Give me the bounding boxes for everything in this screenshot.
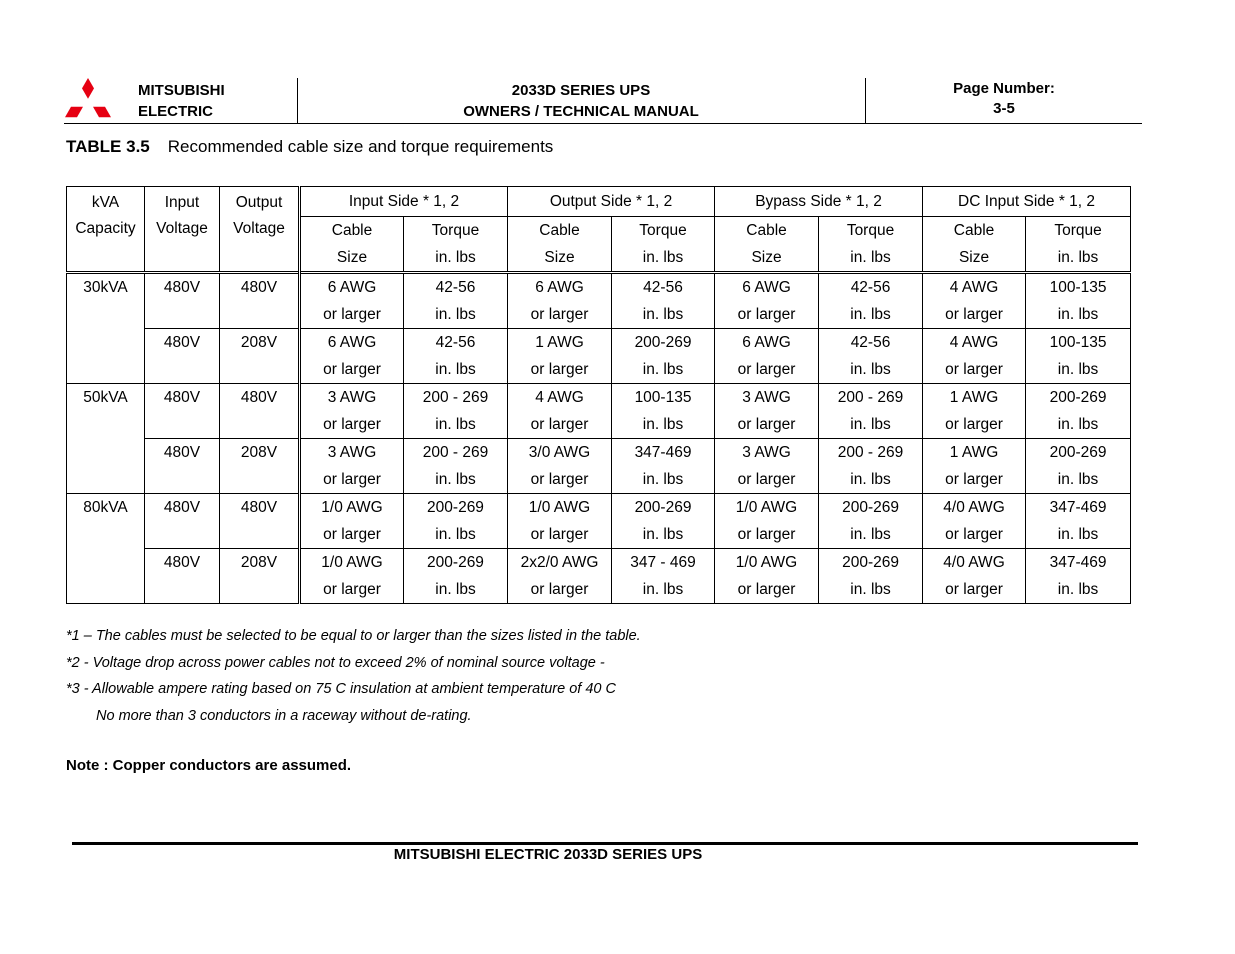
cell-unit: or larger [323, 306, 381, 323]
cable-size-cell [300, 439, 404, 494]
cell-value: 100-135 [1049, 279, 1107, 296]
footnote-1: *1 – The cables must be selected to be equal to or larger than the sizes listed in the table. [66, 628, 641, 644]
cable-size-header [923, 217, 1026, 273]
cable-size-cell [923, 329, 1026, 384]
cable-size-cell [300, 273, 404, 329]
cell-unit: or larger [323, 581, 381, 598]
torque-header [404, 217, 508, 273]
group-output-side: Output Side * 1, 2 [508, 187, 715, 217]
cell-unit: or larger [737, 526, 796, 543]
mitsubishi-logo-icon [64, 78, 112, 118]
footnote-2: *2 - Voltage drop across power cables not to exceed 2% of nominal source voltage - [66, 654, 605, 671]
header-output-1: Output [235, 194, 283, 211]
header-kva [67, 187, 145, 273]
cell-value: 3 AWG [742, 444, 791, 461]
cell-value: 3 AWG [327, 389, 377, 406]
cell-value: 200-269 [1049, 444, 1107, 461]
cable-size-header-line-2: Size [544, 249, 575, 266]
header-input-1: Input [164, 194, 200, 211]
cell-unit: in. lbs [1057, 526, 1099, 543]
cable-size-cell [300, 549, 404, 604]
cell-value: 1/0 AWG [528, 499, 591, 516]
cell-unit: or larger [945, 306, 1003, 323]
torque-header-line-2: in. lbs [642, 249, 684, 266]
cell-unit: in. lbs [850, 361, 891, 378]
cable-size-cell [923, 384, 1026, 439]
table-caption-label: TABLE 3.5 [66, 137, 150, 156]
cell-value: 200-269 [427, 554, 484, 571]
cable-size-cell [508, 549, 612, 604]
cell-unit: or larger [530, 526, 589, 543]
cable-size-cell [300, 329, 404, 384]
cell-unit: in. lbs [1057, 416, 1099, 433]
torque-header-line-2: in. lbs [850, 249, 891, 266]
page-number-value: 3-5 [993, 100, 1015, 117]
copper-note: Note : Copper conductors are assumed. [66, 757, 352, 774]
cell-value: 200-269 [842, 499, 899, 516]
cell-unit: or larger [530, 361, 589, 378]
cable-size-cell [715, 494, 819, 549]
output-voltage-cell: 480V [220, 384, 300, 439]
brand-name [138, 80, 225, 122]
cell-unit: or larger [945, 581, 1003, 598]
cell-value: 200 - 269 [837, 389, 904, 406]
cell-unit: or larger [323, 526, 381, 543]
torque-cell [1026, 439, 1131, 494]
input-voltage-cell: 480V [145, 494, 220, 549]
cell-value: 1 AWG [535, 334, 584, 351]
cell-unit: in. lbs [1057, 306, 1099, 323]
cell-unit: in. lbs [1057, 471, 1099, 488]
output-voltage-cell: 208V [220, 549, 300, 604]
torque-header-line-1: Torque [639, 222, 687, 239]
torque-cell [1026, 549, 1131, 604]
cell-value: 1/0 AWG [321, 499, 383, 516]
cell-unit: or larger [530, 471, 589, 488]
cable-size-header-line-1: Cable [539, 222, 580, 239]
cable-size-cell [300, 494, 404, 549]
table-row [67, 384, 1131, 439]
torque-cell [819, 384, 923, 439]
torque-cell [819, 494, 923, 549]
cell-unit: or larger [530, 306, 589, 323]
cell-value: 100-135 [634, 389, 692, 406]
cell-value: 4 AWG [949, 334, 999, 351]
kva-cell: 80kVA [67, 494, 145, 604]
cell-unit: in. lbs [642, 361, 684, 378]
torque-cell [612, 549, 715, 604]
torque-cell [1026, 384, 1131, 439]
cable-size-header [300, 217, 404, 273]
cell-unit: or larger [945, 416, 1003, 433]
torque-header-line-1: Torque [846, 222, 895, 239]
header-output-voltage [220, 187, 300, 273]
cell-unit: in. lbs [850, 526, 891, 543]
cell-value: 347-469 [1049, 554, 1107, 571]
torque-header-line-1: Torque [1054, 222, 1102, 239]
output-voltage-cell: 208V [220, 329, 300, 384]
cell-unit: in. lbs [435, 416, 476, 433]
torque-cell [1026, 273, 1131, 329]
torque-header [1026, 217, 1131, 273]
cell-unit: or larger [737, 416, 796, 433]
torque-cell [404, 329, 508, 384]
torque-cell [404, 494, 508, 549]
footnote-3: *3 - Allowable ampere rating based on 75 C insulation at ambient temperature of 40 C [66, 681, 616, 698]
cell-value: 1 AWG [949, 444, 999, 461]
cable-size-cell [715, 549, 819, 604]
torque-cell [1026, 329, 1131, 384]
torque-cell [819, 273, 923, 329]
page-number [866, 79, 1142, 119]
cell-unit: in. lbs [1057, 581, 1099, 598]
cell-value: 1/0 AWG [735, 554, 798, 571]
brand-line-1: MITSUBISHI [138, 82, 225, 99]
cell-unit: or larger [323, 361, 381, 378]
torque-cell [1026, 494, 1131, 549]
brand-line-2: ELECTRIC [138, 103, 213, 120]
cell-value: 6 AWG [742, 279, 791, 296]
torque-cell [612, 384, 715, 439]
cable-size-cell [715, 273, 819, 329]
cell-value: 4/0 AWG [943, 499, 1005, 516]
cell-value: 200 - 269 [422, 444, 489, 461]
cable-size-header-line-2: Size [958, 249, 990, 266]
table-row [67, 494, 1131, 549]
cell-value: 200-269 [634, 499, 692, 516]
cell-unit: in. lbs [435, 361, 476, 378]
cell-value: 3/0 AWG [528, 444, 591, 461]
cell-unit: in. lbs [642, 306, 684, 323]
page-number-label: Page Number: [953, 80, 1055, 97]
cable-size-cell [923, 273, 1026, 329]
cell-value: 200 - 269 [837, 444, 904, 461]
cell-value: 6 AWG [742, 334, 791, 351]
cell-unit: or larger [945, 526, 1003, 543]
cell-value: 1/0 AWG [735, 499, 798, 516]
input-voltage-cell: 480V [145, 329, 220, 384]
cell-unit: or larger [323, 416, 381, 433]
cell-unit: in. lbs [642, 581, 684, 598]
header-kva-1: kVA [91, 194, 120, 211]
torque-header-line-2: in. lbs [435, 249, 476, 266]
cable-size-header-line-2: Size [751, 249, 782, 266]
cell-value: 1/0 AWG [321, 554, 383, 571]
cell-value: 347-469 [1049, 499, 1107, 516]
header-kva-2: Capacity [75, 220, 136, 237]
cable-size-table [66, 186, 1130, 598]
cell-value: 42-56 [643, 279, 683, 296]
header-input-voltage [145, 187, 220, 273]
input-voltage-cell: 480V [145, 384, 220, 439]
footer-rule [72, 842, 1138, 845]
torque-cell [404, 549, 508, 604]
cell-unit: or larger [530, 416, 589, 433]
cable-size-cell [508, 494, 612, 549]
cell-value: 4 AWG [949, 279, 999, 296]
torque-cell [612, 273, 715, 329]
cell-value: 2x2/0 AWG [520, 554, 599, 571]
cell-unit: or larger [737, 306, 796, 323]
torque-cell [819, 439, 923, 494]
header-rule [64, 123, 1142, 124]
cable-size-cell [715, 329, 819, 384]
cell-unit: or larger [945, 361, 1003, 378]
footnote-3-continued: No more than 3 conductors in a raceway without de-rating. [96, 707, 472, 724]
cable-size-header [715, 217, 819, 273]
cell-unit: in. lbs [850, 416, 891, 433]
cable-size-header-line-2: Size [336, 249, 368, 266]
cable-size-cell [508, 273, 612, 329]
kva-cell: 50kVA [67, 384, 145, 494]
cable-size-cell [508, 384, 612, 439]
table-row [67, 273, 1131, 329]
cell-value: 3 AWG [327, 444, 377, 461]
cable-size-cell [508, 329, 612, 384]
torque-cell [819, 329, 923, 384]
cell-unit: in. lbs [435, 581, 476, 598]
cell-value: 200-269 [427, 499, 484, 516]
torque-cell [819, 549, 923, 604]
cell-value: 100-135 [1049, 334, 1107, 351]
input-voltage-cell: 480V [145, 549, 220, 604]
cell-value: 200-269 [634, 334, 692, 351]
cell-value: 42-56 [435, 279, 476, 296]
torque-cell [612, 494, 715, 549]
cell-value: 200-269 [842, 554, 899, 571]
table-caption-text: Recommended cable size and torque requirements [167, 137, 554, 156]
cell-unit: or larger [323, 471, 381, 488]
table-row [67, 439, 1131, 494]
cable-size-header-line-1: Cable [331, 222, 373, 239]
cell-unit: in. lbs [642, 526, 684, 543]
cell-unit: in. lbs [1057, 361, 1099, 378]
title-line-1: 2033D SERIES UPS [511, 82, 651, 99]
cell-unit: or larger [945, 471, 1003, 488]
cell-value: 4/0 AWG [943, 554, 1005, 571]
torque-header [819, 217, 923, 273]
cell-unit: in. lbs [850, 581, 891, 598]
cable-size-cell [300, 384, 404, 439]
input-voltage-cell: 480V [145, 273, 220, 329]
cell-value: 3 AWG [742, 389, 791, 406]
cell-value: 6 AWG [327, 279, 377, 296]
cable-size-header-line-1: Cable [953, 222, 995, 239]
cell-value: 6 AWG [327, 334, 377, 351]
kva-cell: 30kVA [67, 273, 145, 384]
header-input-2: Voltage [156, 220, 208, 237]
cell-unit: or larger [530, 581, 589, 598]
cell-value: 200-269 [1049, 389, 1107, 406]
cell-unit: or larger [737, 581, 796, 598]
cable-size-cell [923, 494, 1026, 549]
torque-header-line-2: in. lbs [1057, 249, 1099, 266]
cable-size-cell [923, 549, 1026, 604]
footer-text: MITSUBISHI ELECTRIC 2033D SERIES UPS [393, 846, 703, 863]
cell-value: 200 - 269 [422, 389, 489, 406]
cell-unit: in. lbs [435, 306, 476, 323]
output-voltage-cell: 480V [220, 273, 300, 329]
cell-value: 42-56 [850, 279, 891, 296]
torque-header-line-1: Torque [431, 222, 480, 239]
cell-value: 347 - 469 [630, 554, 696, 571]
torque-cell [404, 384, 508, 439]
cell-value: 347-469 [634, 444, 692, 461]
cell-unit: in. lbs [642, 416, 684, 433]
cell-value: 42-56 [850, 334, 891, 351]
cell-unit: in. lbs [850, 471, 891, 488]
input-voltage-cell: 480V [145, 439, 220, 494]
document-title [297, 80, 865, 122]
torque-cell [404, 273, 508, 329]
cell-unit: or larger [737, 471, 796, 488]
torque-cell [404, 439, 508, 494]
output-voltage-cell: 208V [220, 439, 300, 494]
cable-size-header [508, 217, 612, 273]
cell-value: 4 AWG [535, 389, 584, 406]
footnotes [66, 623, 641, 729]
table-row [67, 549, 1131, 604]
torque-cell [612, 439, 715, 494]
cell-unit: in. lbs [850, 306, 891, 323]
cable-size-cell [715, 384, 819, 439]
group-bypass-side: Bypass Side * 1, 2 [715, 187, 923, 217]
cell-unit: in. lbs [642, 471, 684, 488]
group-dc-input-side: DC Input Side * 1, 2 [923, 187, 1131, 217]
table-caption [66, 137, 553, 157]
group-input-side: Input Side * 1, 2 [300, 187, 508, 217]
title-line-2: OWNERS / TECHNICAL MANUAL [463, 103, 699, 120]
cable-size-cell [508, 439, 612, 494]
cable-size-header-line-1: Cable [746, 222, 787, 239]
cell-value: 6 AWG [535, 279, 584, 296]
torque-cell [612, 329, 715, 384]
output-voltage-cell: 480V [220, 494, 300, 549]
cell-unit: or larger [737, 361, 796, 378]
header-output-2: Voltage [233, 220, 285, 237]
cable-size-cell [715, 439, 819, 494]
cell-value: 42-56 [435, 334, 476, 351]
cell-unit: in. lbs [435, 471, 476, 488]
torque-header [612, 217, 715, 273]
table-row [67, 329, 1131, 384]
cable-size-cell [923, 439, 1026, 494]
cell-unit: in. lbs [435, 526, 476, 543]
cell-value: 1 AWG [949, 389, 999, 406]
